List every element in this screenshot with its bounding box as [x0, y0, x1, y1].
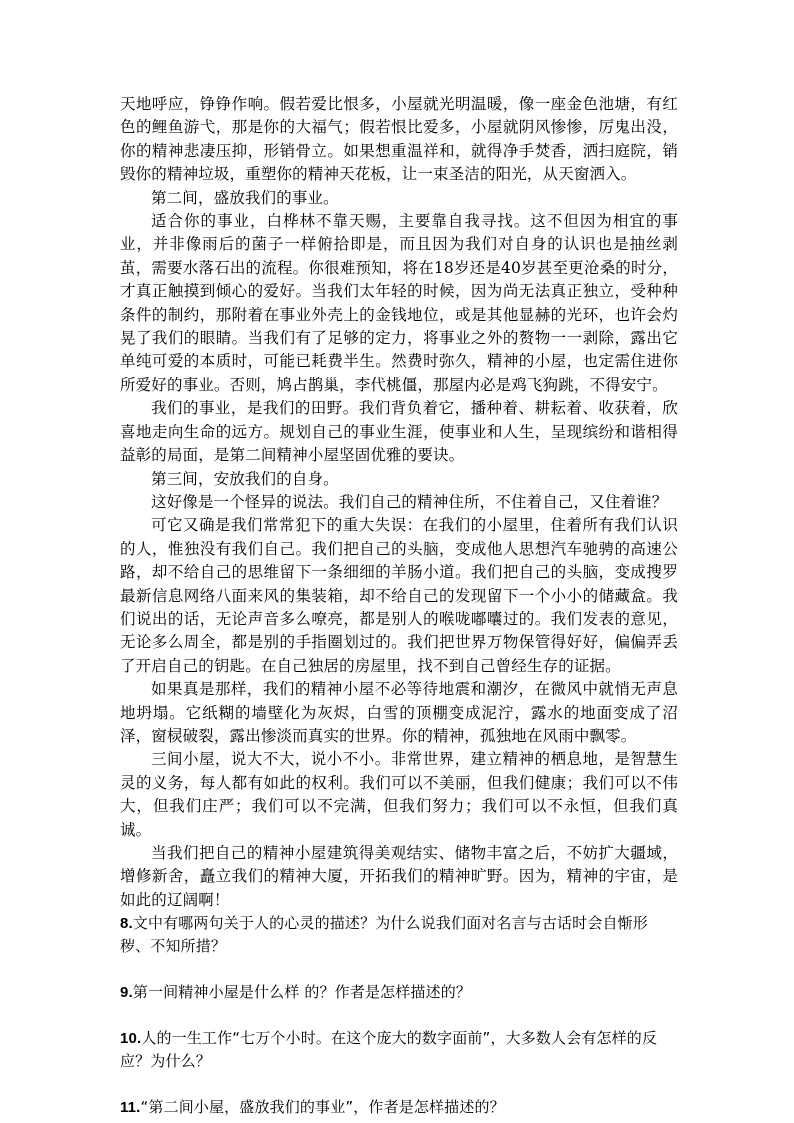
- paragraph-strange-saying: 这好像是一个怪异的说法。我们自己的精神住所，不住着自己，又住着谁？: [151, 492, 668, 511]
- paragraph-three-rooms: 三间小屋，说大不大，说小不小。非常世界，建立精神的栖息地，是智慧生灵的义务，每人都有如此的权利。我们可以不美丽，但我们健康；我们可以不伟大，但我们庄严；我们可以不完满，但我们努力；我们可以不永恒，但我们真诚。: [120, 750, 678, 839]
- question-9: [120, 981, 678, 1004]
- paragraph-collapse: 如果真是那样，我们的精神小屋不必等待地震和潮汐，在微风中就悄无声息地坍塌。它纸糊的墙壁化为灰烬，白雪的顶棚变成泥泞，露水的地面变成了沼泽，窗棂破裂，露出惨淡而真实的世界。你的精神，孤独地在风雨中飘零。: [120, 680, 678, 745]
- paragraph-second-room-heading: 第二间，盛放我们的事业。: [151, 188, 339, 207]
- paragraph-common-mistake: 可它又确是我们常常犯下的重大失误：在我们的小屋里，住着所有我们认识的人，惟独没有我们自己。我们把自己的头脑，变成他人思想汽车驰骋的高速公路，却不给自己的思维留下一条细细的羊肠小道。我们把自己的头脑，变成搜罗最新信息网络八面来风的集装箱，却不给自己的发现留下一个小小的储藏盒。我们说出的话，无论声音多么嘹亮，都是别人的喉咙嘟囔过的。我们发表的意见，无论多么周全，都是别的手指圈划过的。我们把世界万物保管得好好，偏偏弄丢了开启自己的钥匙。在自己独居的房屋里，找不到自己曾经生存的证据。: [120, 516, 678, 675]
- document-page: [120, 93, 678, 1119]
- answer-space: [120, 1004, 678, 1027]
- question-number: 10.: [120, 1030, 142, 1048]
- question-11: [120, 1096, 678, 1119]
- question-text: 文中有哪两句关于人的心灵的描述？为什么说我们面对名言与古话时会自惭形秽、不知所措？: [120, 914, 648, 956]
- paragraph-career-fit: 适合你的事业，白桦林不靠天赐，主要靠自我寻找。这不但因为相宜的事业，并非像雨后的菌子一样俯拾即是，而且因为我们对自身的认识也是抽丝剥茧，需要水落石出的流程。你很难预知，将在18岁还是40岁甚至更沧桑的时分，才真正触摸到倾心的爱好。当我们太年轻的时候，因为尚无法真正独立，受种种条件的制约，那附着在事业外壳上的金钱地位，或是其他显赫的光环，也许会灼晃了我们的眼睛。当我们有了足够的定力，将事业之外的赘物一一剥除，露出它单纯可爱的本质时，可能已耗费半生。然费时弥久，精神的小屋，也定需住进你所爱好的事业。否则，鸠占鹊巢，李代桃僵，那屋内必是鸡飞狗跳，不得安宁。: [120, 212, 678, 394]
- paragraph-third-room-heading: 第三间，安放我们的自身。: [151, 469, 339, 488]
- paragraph-career-field: 我们的事业，是我们的田野。我们背负着它，播种着、耕耘着、收获着，欣喜地走向生命的远方。规划自己的事业生涯，使事业和人生，呈现缤纷和谐相得益彰的局面，是第二间精神小屋坚固优雅的要诀。: [120, 399, 678, 465]
- question-10: [120, 1027, 678, 1073]
- answer-space: [120, 958, 678, 981]
- question-number: 8.: [120, 915, 133, 933]
- paragraph-conclusion: 当我们把自己的精神小屋建筑得美观结实、储物丰富之后，不妨扩大疆域，增修新舍，矗立我们的精神大厦，开拓我们的精神旷野。因为，精神的宇宙，是如此的辽阔啊！: [120, 844, 678, 909]
- question-number: 9.: [120, 984, 133, 1002]
- answer-space: [120, 1073, 678, 1096]
- question-number: 11.: [120, 1099, 141, 1117]
- question-text: “第二间小屋，盛放我们的事业”，作者是怎样描述的？: [140, 1098, 505, 1117]
- question-text: 人的一生工作“七万个小时。在这个庞大的数字面前”，大多数人会有怎样的反应？为什么？: [120, 1029, 658, 1071]
- paragraph-continuation: 天地呼应，铮铮作响。假若爱比恨多，小屋就光明温暖，像一座金色池塘，有红色的鲤鱼游弋，那是你的大福气；假若恨比爱多，小屋就阴风惨惨，厉鬼出没，你的精神悲凄压抑，形销骨立。如果想重温祥和，就得净手焚香，洒扫庭院，销毁你的精神垃圾，重塑你的精神天花板，让一束圣洁的阳光，从天窗洒入。: [120, 95, 678, 184]
- question-text: 第一间精神小屋是什么样 的？作者是怎样描述的？: [132, 983, 472, 1002]
- question-8: [120, 912, 678, 958]
